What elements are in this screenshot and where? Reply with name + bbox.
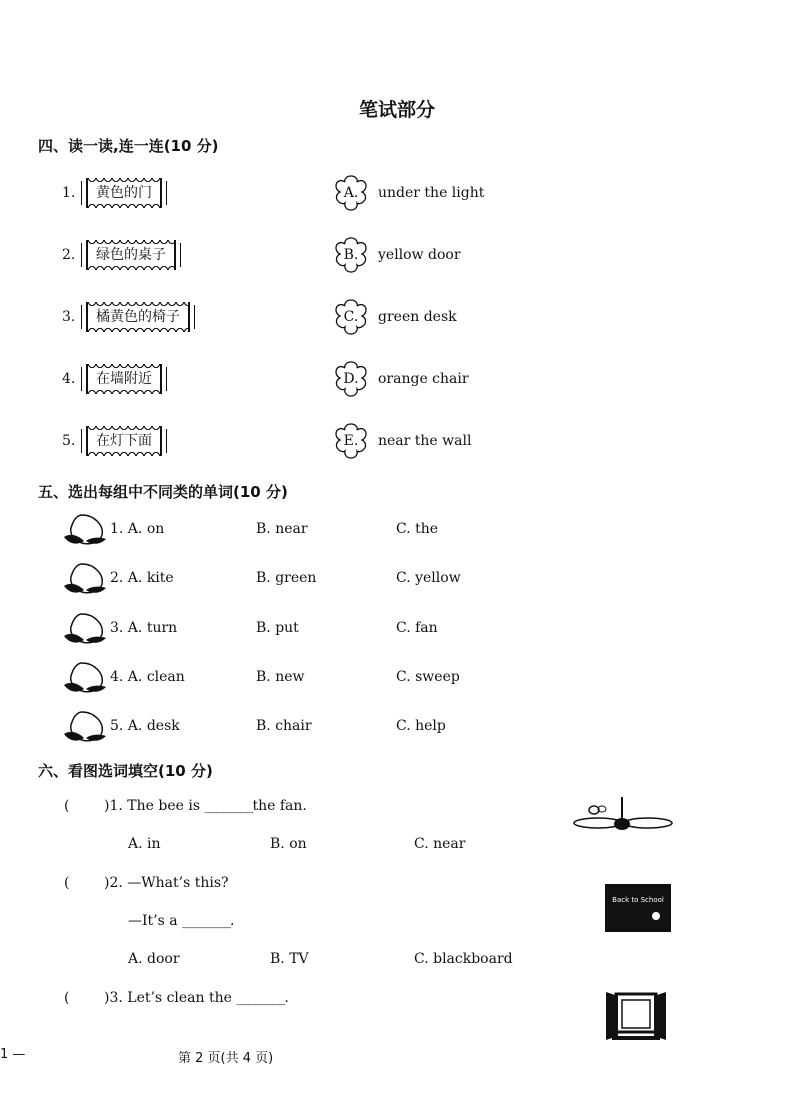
option-c[interactable]: C. sweep [396,669,460,685]
match-left-number: 3. [62,309,76,325]
option-c[interactable]: C. the [396,521,439,537]
option-b[interactable]: B. put [256,620,299,636]
blackboard-image [605,884,671,932]
q3-line [104,990,288,1006]
q2-option-b[interactable]: B. TV [270,951,309,967]
option-c[interactable]: C. fan [396,620,438,636]
match-left-number: 5. [62,433,76,449]
option-c[interactable]: C. help [396,718,446,734]
q1-stem: )1. The bee is [104,798,201,814]
match-left-number: 2. [62,247,76,263]
q3-stem: )3. Let’s clean the [104,990,232,1006]
option-b[interactable]: B. new [256,669,305,685]
q2-paren: ( [64,875,70,891]
q3-paren: ( [64,990,70,1006]
section4-heading: 四、读一读,连一连(10 分) [38,137,219,155]
match-right-item[interactable]: green desk [378,309,457,325]
option-a[interactable]: 4. A. clean [110,669,185,685]
section5-heading: 五、选出每组中不同类的单词(10 分) [38,483,288,501]
match-right-letter: A. [343,185,359,201]
footer-left-mark: 1 — [0,1047,26,1062]
q2-line2-text: —It’s a [128,913,178,929]
match-left-number: 4. [62,371,76,387]
q1-rest: the fan. [252,798,307,814]
q2-stem: )2. —What’s this? [104,875,229,891]
match-right-letter: E. [343,433,359,449]
match-right-item[interactable]: yellow door [378,247,461,263]
match-left-item[interactable]: 在墙附近 [86,364,162,394]
match-right-letter: B. [343,247,359,263]
flower-badge[interactable] [330,421,372,461]
q1-paren: ( [64,798,70,814]
match-right-item[interactable]: near the wall [378,433,472,449]
flower-badge[interactable] [330,235,372,275]
match-left-number: 1. [62,185,76,201]
peach-icon [62,511,108,551]
q3-blank[interactable]: ________. [236,990,288,1006]
option-b[interactable]: B. green [256,570,317,586]
peach-icon [62,659,108,699]
peach-icon [62,708,108,748]
option-b[interactable]: B. near [256,521,308,537]
q2-blank[interactable]: ________. [182,913,234,929]
match-right-item[interactable]: under the light [378,185,485,201]
peach-icon [62,560,108,600]
flower-badge[interactable] [330,297,372,337]
q1-option-a[interactable]: A. in [128,836,161,852]
match-right-letter: D. [343,371,359,387]
section6-heading: 六、看图选词填空(10 分) [38,762,213,780]
q1-option-c[interactable]: C. near [414,836,466,852]
apple-icon [652,912,660,920]
option-c[interactable]: C. yellow [396,570,461,586]
option-a[interactable]: 3. A. turn [110,620,178,636]
window-image [604,990,668,1044]
flower-badge[interactable] [330,173,372,213]
option-a[interactable]: 1. A. on [110,521,165,537]
match-right-letter: C. [343,309,359,325]
q1-option-b[interactable]: B. on [270,836,307,852]
q2-line2 [128,913,234,929]
page-number: 第 2 页(共 4 页) [178,1051,274,1066]
match-left-item[interactable]: 绿色的桌子 [86,240,176,270]
peach-icon [62,610,108,650]
ceiling-fan-with-bee-image [572,795,674,841]
match-left-item[interactable]: 黄色的门 [86,178,162,208]
option-b[interactable]: B. chair [256,718,312,734]
q2-option-a[interactable]: A. door [128,951,180,967]
match-left-item[interactable]: 橘黄色的椅子 [86,302,190,332]
match-right-item[interactable]: orange chair [378,371,469,387]
flower-badge[interactable] [330,359,372,399]
match-left-item[interactable]: 在灯下面 [86,426,162,456]
q2-option-c[interactable]: C. blackboard [414,951,513,967]
page-title: 笔试部分 [358,99,435,121]
option-a[interactable]: 2. A. kite [110,570,174,586]
q1-line [104,798,307,814]
blackboard-text: Back to School [612,896,664,904]
option-a[interactable]: 5. A. desk [110,718,180,734]
q1-blank[interactable]: ________ [204,798,253,814]
